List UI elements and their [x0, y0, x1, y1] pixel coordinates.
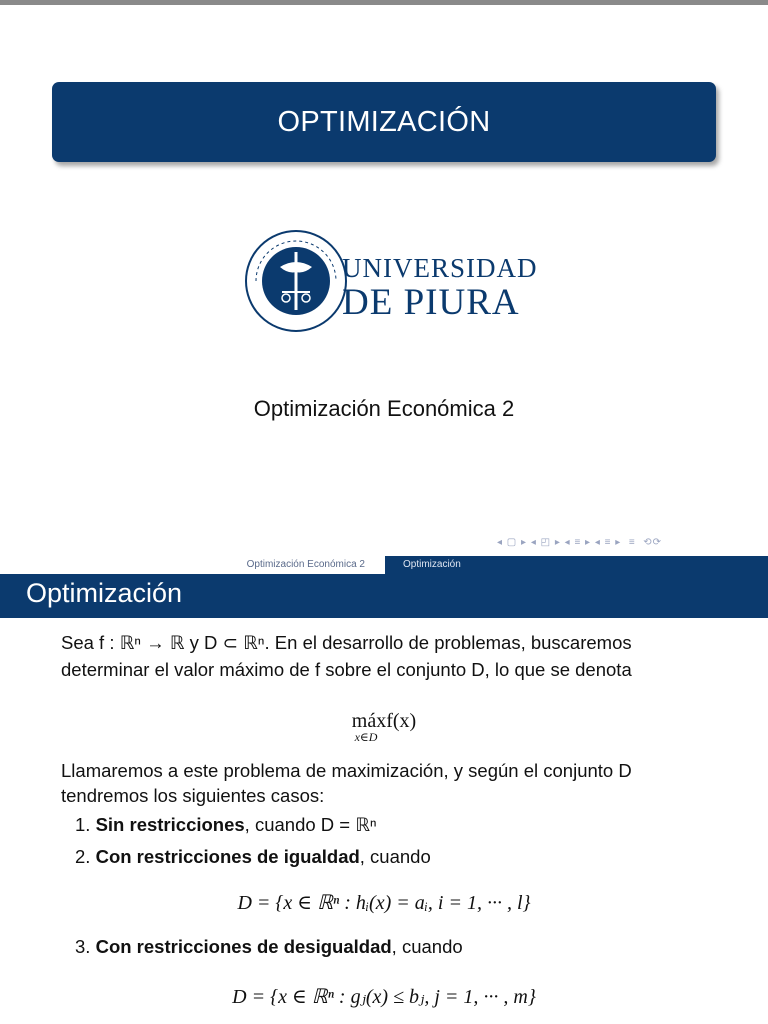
slide-title: OPTIMIZACIÓN: [277, 105, 491, 138]
eq3: D = {x ∈ ℝⁿ : gⱼ(x) ≤ bⱼ, j = 1, ··· , m}: [232, 986, 536, 1008]
headline-left[interactable]: Optimización Económica 2: [0, 556, 385, 574]
frame-title: Optimización: [26, 578, 183, 608]
equation-2: [0, 890, 768, 915]
headline-right[interactable]: Optimización: [385, 556, 768, 574]
slide-subtitle: Optimización Económica 2: [253, 396, 515, 421]
equation-3: [0, 984, 768, 1009]
para1-line1: Sea f : ℝⁿ → ℝ y D ⊂ ℝⁿ. En el desarrollo de problemas, buscaremos: [61, 632, 632, 653]
list-item-3: [75, 936, 463, 958]
item1-bold: Sin restricciones: [95, 814, 245, 835]
max-subscript: [0, 730, 768, 745]
university-name-line1: UNIVERSIDAD: [342, 253, 538, 283]
top-border: [0, 0, 768, 5]
eq2: D = {x ∈ ℝⁿ : hᵢ(x) = aᵢ, i = 1, ··· , l}: [237, 892, 531, 914]
item1-rest: , cuando D = ℝⁿ: [244, 814, 377, 835]
item3-rest: , cuando: [391, 936, 463, 957]
slide-title-box: [52, 82, 716, 162]
item3-bold: Con restricciones de desigualdad: [95, 936, 392, 957]
max-expr: máxf(x): [351, 710, 417, 732]
para2-line1: Llamaremos a este problema de maximización, y según el conjunto D: [61, 760, 632, 781]
item1-num: 1.: [75, 814, 91, 835]
item2-bold: Con restricciones de igualdad: [95, 846, 360, 867]
list-item-2: [75, 846, 431, 868]
para1-line2: determinar el valor máximo de f sobre el conjunto D, lo que se denota: [61, 659, 632, 680]
frame-title-bar: [0, 574, 768, 618]
beamer-nav-icons[interactable]: ◂ ▢ ▸ ◂ ◰ ▸ ◂ ≡ ▸ ◂ ≡ ▸ ≡ ⟲⟳: [497, 537, 662, 548]
item2-num: 2.: [75, 846, 91, 867]
item3-num: 3.: [75, 936, 91, 957]
university-name-line2: DE PIURA: [342, 282, 520, 323]
list-item-1: [75, 814, 377, 836]
para2-line2: tendremos los siguientes casos:: [61, 785, 325, 806]
section-headline: [0, 556, 768, 574]
item2-rest: , cuando: [359, 846, 431, 867]
max-sub: x∈D: [354, 730, 378, 744]
